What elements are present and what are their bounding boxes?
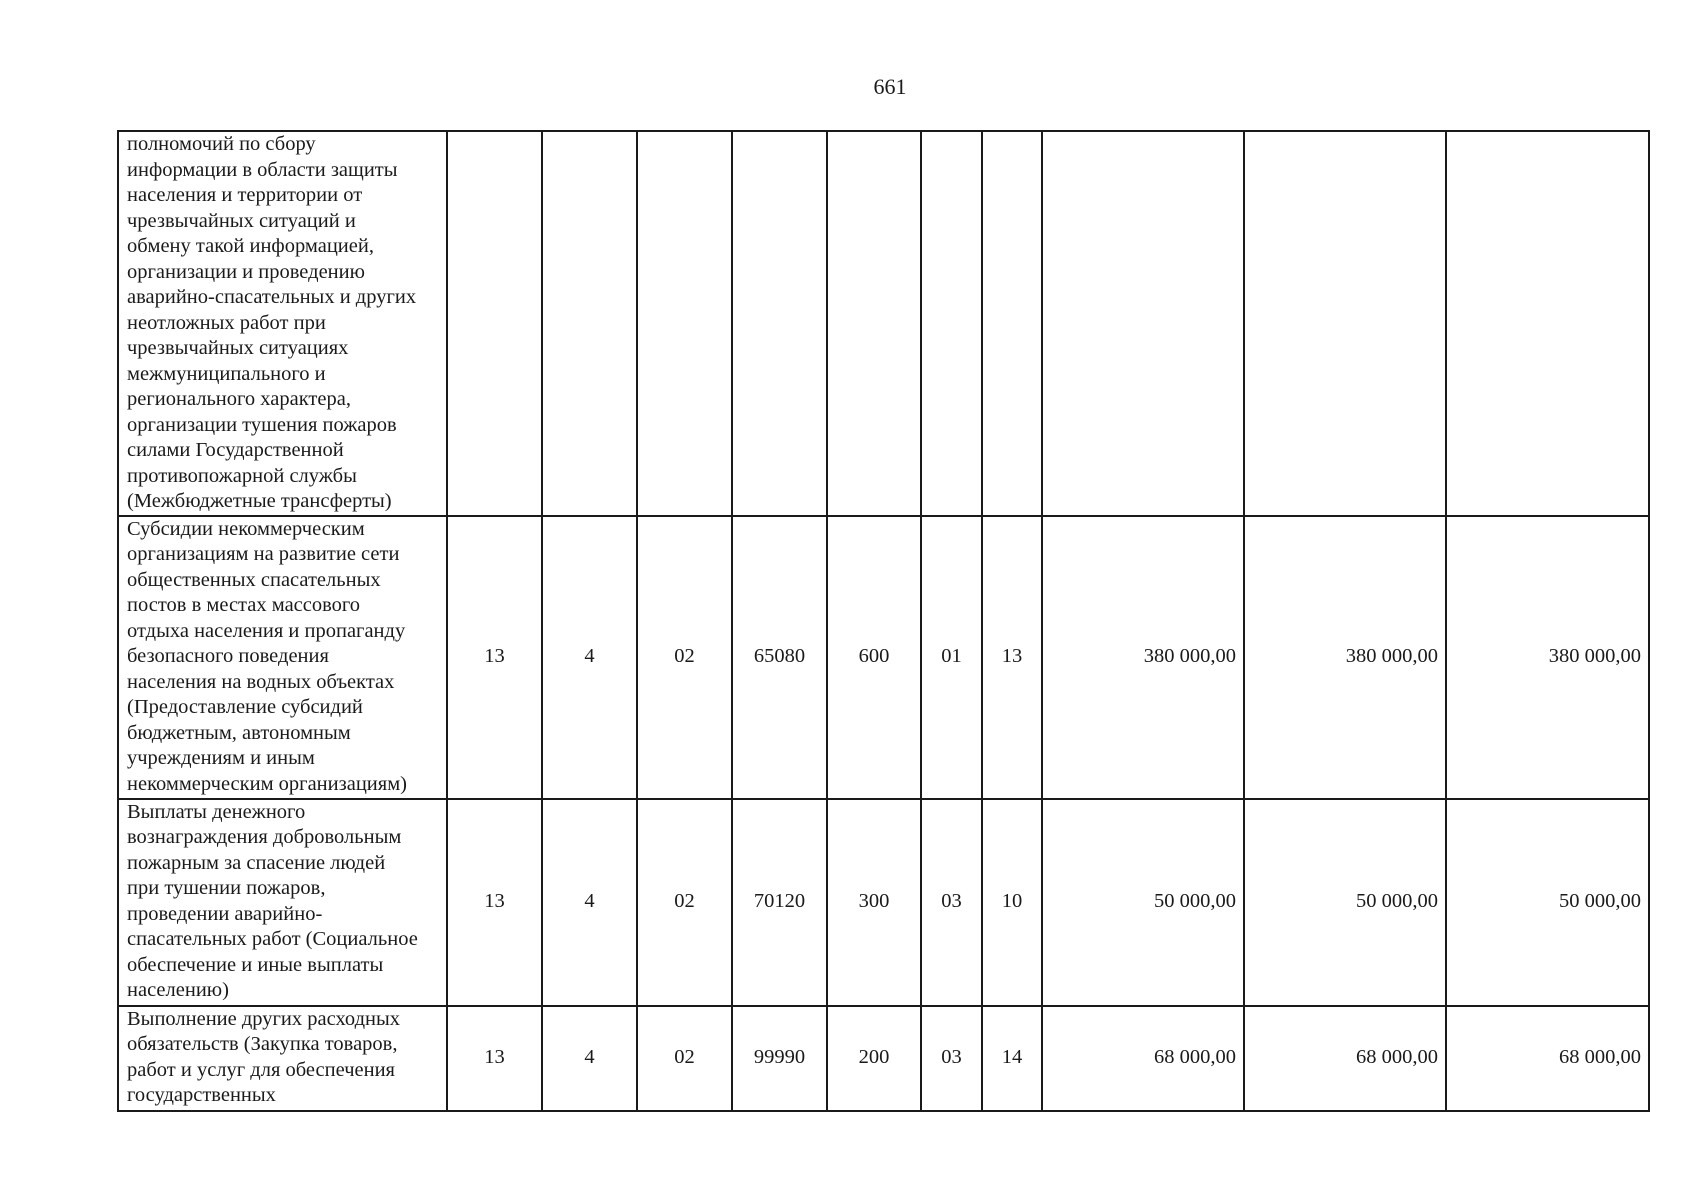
code-col-1: 13: [447, 1006, 542, 1111]
amount-year-2: 68 000,00: [1244, 1006, 1446, 1111]
description-line: пожарным за спасение людей: [127, 851, 386, 874]
description-line: межмуниципального и: [127, 362, 326, 385]
code-col-5: 300: [827, 799, 921, 1006]
description-line: населения на водных объектах: [127, 670, 395, 693]
description-line: обязательств (Закупка товаров,: [127, 1033, 398, 1055]
amount-year-3: 380 000,00: [1446, 516, 1649, 799]
code-col-4: 70120: [732, 799, 827, 1006]
amount-year-1: 380 000,00: [1042, 516, 1244, 799]
description-line: населению): [127, 979, 229, 1001]
code-col-6: 03: [921, 1006, 982, 1111]
amount-year-2: 50 000,00: [1244, 799, 1446, 1006]
code-col-3: 02: [637, 799, 732, 1006]
description-line: чрезвычайных ситуаций и: [127, 209, 356, 232]
code-col-6: 01: [921, 516, 982, 799]
description-line: аварийно-спасательных и других: [127, 286, 417, 308]
description-line: государственных: [127, 1084, 276, 1106]
description-line: учреждениям и иным: [127, 747, 315, 769]
amount-year-3: 50 000,00: [1446, 799, 1649, 1006]
description-line: бюджетным, автономным: [127, 721, 351, 744]
description-line: регионального характера,: [127, 388, 351, 410]
description-line: организациям на развитие сети: [127, 543, 400, 565]
description-line: Выполнение других расходных: [127, 1007, 401, 1030]
description-line: постов в местах массового: [127, 594, 361, 616]
budget-table: [117, 130, 1650, 1112]
amount-year-2: [1244, 131, 1446, 516]
description-line: (Межбюджетные трансферты): [127, 490, 392, 512]
code-col-1: 13: [447, 516, 542, 799]
table-row: [118, 131, 1649, 516]
code-col-2: 4: [542, 799, 637, 1006]
description-line: населения и территории от: [127, 184, 363, 206]
description-line: организации тушения пожаров: [127, 413, 397, 436]
code-col-6: 03: [921, 799, 982, 1006]
description-line: Субсидии некоммерческим: [127, 517, 365, 540]
code-col-3: 02: [637, 1006, 732, 1111]
description-line: спасательных работ (Социальное: [127, 928, 418, 950]
code-col-3: [637, 131, 732, 516]
code-col-4: 65080: [732, 516, 827, 799]
amount-year-2: 380 000,00: [1244, 516, 1446, 799]
code-col-5: 600: [827, 516, 921, 799]
code-col-3: 02: [637, 516, 732, 799]
description-line: безопасного поведения: [127, 645, 329, 667]
code-col-2: [542, 131, 637, 516]
row-description: [118, 799, 447, 1006]
row-description: [118, 131, 447, 516]
code-col-2: 4: [542, 1006, 637, 1111]
description-line: проведении аварийно-: [127, 902, 323, 925]
description-line: некоммерческим организациям): [127, 772, 407, 795]
code-col-7: 13: [982, 516, 1042, 799]
page-number: 661: [873, 74, 907, 99]
code-col-5: [827, 131, 921, 516]
description-line: полномочий по сбору: [127, 133, 316, 155]
table-row: [118, 799, 1649, 1006]
description-line: противопожарной службы: [127, 464, 357, 487]
amount-year-3: 68 000,00: [1446, 1006, 1649, 1111]
description-line: неотложных работ при: [127, 311, 326, 334]
description-line: информации в области защиты: [127, 158, 398, 181]
code-col-1: [447, 131, 542, 516]
description-line: обмену такой информацией,: [127, 235, 374, 257]
code-col-2: 4: [542, 516, 637, 799]
code-col-7: 14: [982, 1006, 1042, 1111]
table-row: [118, 1006, 1649, 1111]
code-col-7: [982, 131, 1042, 516]
code-col-4: 99990: [732, 1006, 827, 1111]
row-description: [118, 1006, 447, 1111]
description-line: вознаграждения добровольным: [127, 826, 402, 848]
code-col-1: 13: [447, 799, 542, 1006]
description-line: общественных спасательных: [127, 568, 381, 591]
amount-year-3: [1446, 131, 1649, 516]
description-line: организации и проведению: [127, 260, 365, 283]
code-col-4: [732, 131, 827, 516]
row-description: [118, 516, 447, 799]
description-line: обеспечение и иные выплаты: [127, 953, 384, 976]
code-col-6: [921, 131, 982, 516]
table-row: [118, 516, 1649, 799]
description-line: чрезвычайных ситуациях: [127, 337, 349, 359]
amount-year-1: 68 000,00: [1042, 1006, 1244, 1111]
amount-year-1: 50 000,00: [1042, 799, 1244, 1006]
description-line: (Предоставление субсидий: [127, 696, 363, 718]
description-line: силами Государственной: [127, 439, 344, 461]
description-line: работ и услуг для обеспечения: [127, 1058, 395, 1081]
description-line: при тушении пожаров,: [127, 877, 326, 899]
code-col-5: 200: [827, 1006, 921, 1111]
description-line: Выплаты денежного: [127, 800, 306, 823]
amount-year-1: [1042, 131, 1244, 516]
description-line: отдыха населения и пропаганду: [127, 619, 406, 642]
code-col-7: 10: [982, 799, 1042, 1006]
